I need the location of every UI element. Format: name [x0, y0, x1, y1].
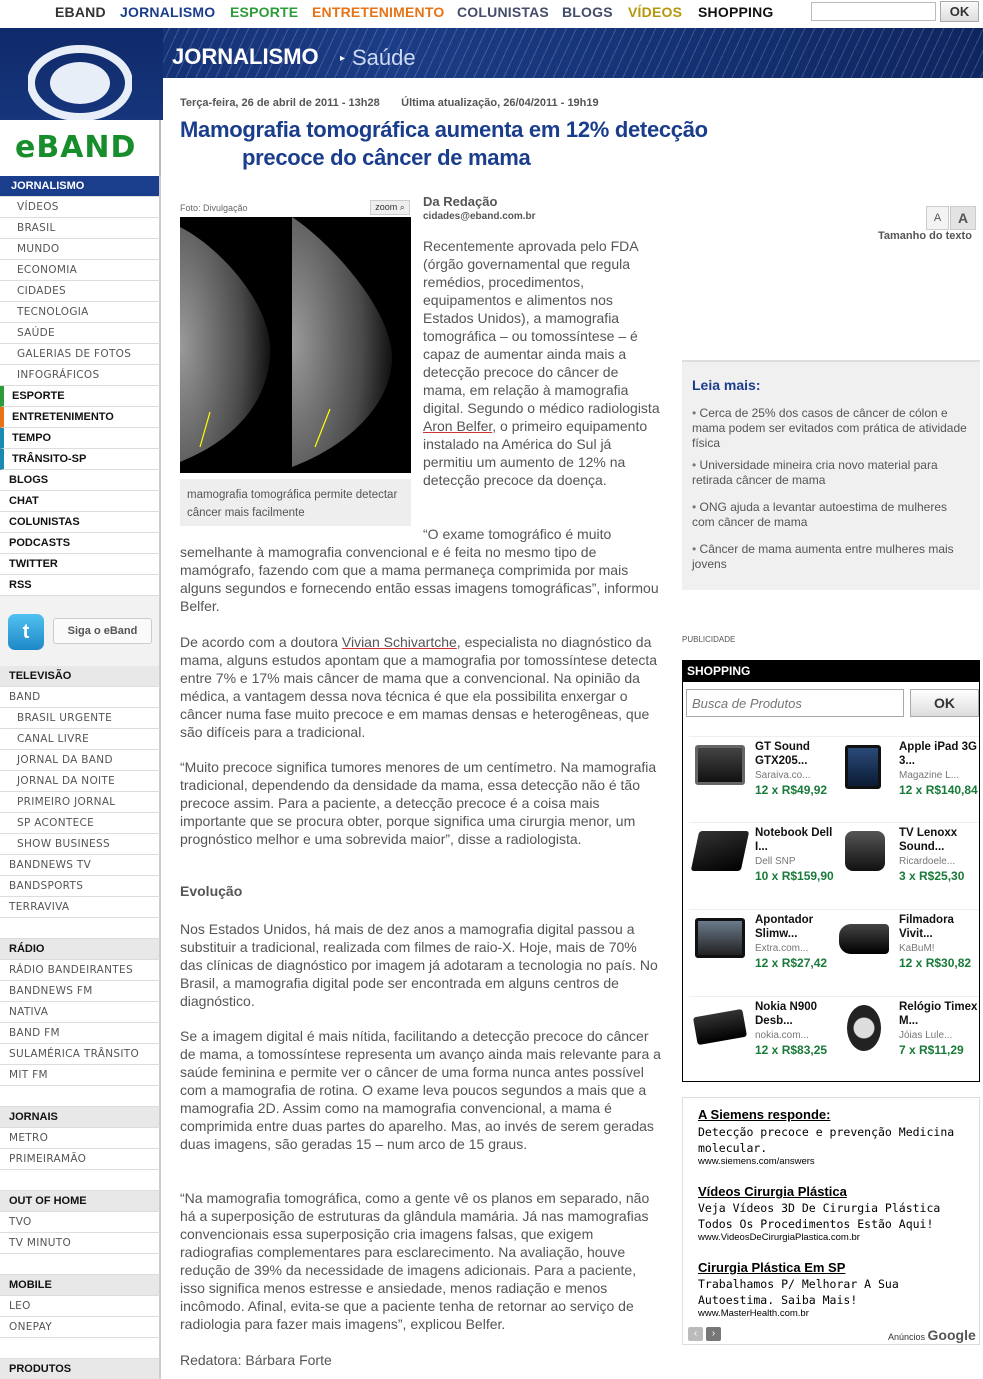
- product-price: 12 x R$27,42: [755, 956, 828, 970]
- sidebar-item-podcasts[interactable]: PODCASTS: [0, 533, 161, 554]
- gps-device-icon: [695, 745, 745, 785]
- ad-title[interactable]: A Siemens responde:: [698, 1107, 831, 1122]
- article-paragraph: Se a imagem digital é mais nítida, facilitando a detecção precoce do câncer de mama, a tomossíntese representa um avanço ainda mais relevante para a saúde feminina e permite ver o câncer de uma forma nunca antes possível com a mamografia de rotina. O exame leva poucos segundos a mais que a mamografia 2D. Assim como na mamografia convencional, a mama é comprimida entre duas partes do aparelho. Mas, ao invés de serem geradas duas imagens, são geradas 15 – num arco de 15 graus.: [180, 1028, 661, 1152]
- product-card[interactable]: [833, 996, 979, 1082]
- article-paragraph: “Muito precoce significa tumores menores de um centímetro. Na mamografia tradicional, dependendo da densidade da mama, essa detecção não é tão precoce assim. Para a paciente, a detecção precoce é a coisa mais importante que se procura obter, porque significa uma cirurgia menor, um prognóstico melhor e uma sobrevida maior”, disse a radiologista.: [180, 759, 657, 847]
- shopping-header: SHOPPING: [682, 660, 980, 682]
- phone-icon: [693, 1009, 747, 1045]
- gps-navigator-icon: [695, 918, 745, 958]
- topnav-esporte[interactable]: ESPORTE: [230, 4, 299, 20]
- sidebar-tv-section: [0, 666, 161, 1379]
- ad-title[interactable]: Vídeos Cirurgia Plástica: [698, 1184, 847, 1199]
- sidebar-spacer: [0, 1086, 161, 1107]
- article-paragraph: “O exame tomográfico é muito semelhante à mamografia convencional e é feita no mesmo tipo de mamógrafo, fazendo com que a mama permaneça comprimida por mais alguns segundos e fornecendo então essas imagens tomográficas”, informou Belfer.: [180, 526, 659, 614]
- sidebar-heading-televisao[interactable]: TELEVISÃO: [0, 666, 161, 687]
- follow-eband-button[interactable]: Siga o eBand: [53, 618, 152, 644]
- advertising-label: PUBLICIDADE: [682, 635, 736, 644]
- photo-caption: mamografia tomográfica permite detectar câncer mais facilmente: [187, 489, 398, 519]
- sidebar-item-show-business[interactable]: SHOW BUSINESS: [0, 834, 161, 855]
- sidebar-item-jornal-da-noite[interactable]: JORNAL DA NOITE: [0, 771, 161, 792]
- photo-credit: Foto: Divulgação: [180, 203, 248, 213]
- ad-title[interactable]: Cirurgia Plástica Em SP: [698, 1260, 846, 1275]
- sidebar-item-galerias[interactable]: GALERIAS DE FOTOS: [0, 344, 161, 365]
- sidebar-heading-mobile[interactable]: MOBILE: [0, 1275, 161, 1296]
- left-sidebar: [0, 176, 161, 596]
- mammography-photo[interactable]: [180, 217, 411, 473]
- tv-icon: [845, 831, 885, 871]
- ad-url[interactable]: www.VideosDeCirurgiaPlastica.com.br: [698, 1232, 860, 1243]
- sidebar-item-videos[interactable]: VÍDEOS: [0, 197, 161, 218]
- sidebar-item-tvo[interactable]: TVO: [0, 1212, 161, 1233]
- product-card[interactable]: [689, 996, 835, 1082]
- product-card[interactable]: [833, 822, 979, 908]
- zoom-label: zoom: [375, 202, 398, 212]
- product-name: Nokia N900 Desb...: [755, 1001, 818, 1027]
- article-paragraph: [180, 633, 663, 741]
- article-title-line1: Mamografia tomográfica aumenta em 12% detecção: [180, 117, 708, 142]
- sidebar-item-bandnews-tv[interactable]: BANDNEWS TV: [0, 855, 161, 876]
- sidebar-item-twitter[interactable]: TWITTER: [0, 554, 161, 575]
- read-more-link[interactable]: • Cerca de 25% dos casos de câncer de cólon e mama podem ser evitados com prática de atividade física: [692, 406, 972, 451]
- sidebar-item-tv-minuto[interactable]: TV MINUTO: [0, 1233, 161, 1254]
- product-price: 12 x R$140,84: [899, 783, 978, 797]
- read-more-link[interactable]: • ONG ajuda a levantar autoestima de mulheres com câncer de mama: [692, 500, 972, 530]
- product-name: Apontador Slimw...: [755, 914, 814, 940]
- sidebar-heading-jornais[interactable]: JORNAIS: [0, 1107, 161, 1128]
- article-title-line2: precoce do câncer de mama: [242, 145, 531, 170]
- paragraph-text: , o primeiro equipamento instalado na América do Sul já permitiu um aumento de 12% na detecção precoce da doença.: [423, 418, 648, 488]
- product-store: Jóias Lule...: [899, 1030, 953, 1041]
- section-subtitle[interactable]: Saúde: [352, 45, 416, 70]
- sidebar-item-band-fm[interactable]: BAND FM: [0, 1023, 161, 1044]
- notebook-icon: [691, 831, 750, 871]
- sidebar-item-band[interactable]: BAND: [0, 687, 161, 708]
- sidebar-item-leo[interactable]: LEO: [0, 1296, 161, 1317]
- article-date: Terça-feira, 26 de abril de 2011 - 13h28 Última atualização, 26/04/2011 - 19h19: [180, 97, 599, 109]
- font-size-label: Tamanho do texto: [878, 230, 972, 242]
- sidebar-item-saude[interactable]: SAÚDE: [0, 323, 161, 344]
- sidebar-item-jornalismo[interactable]: JORNALISMO: [0, 176, 161, 197]
- product-store: Saraiva.co...: [755, 770, 811, 781]
- google-logo: Google: [927, 1327, 976, 1343]
- sidebar-item-chat[interactable]: CHAT: [0, 491, 161, 512]
- article-paragraph: Nos Estados Unidos, há mais de dez anos a mamografia digital passou a substituir a tradicional, realizada com filmes de raio-X. Hoje, mais de 70% das clínicas de diagnóstico por imagem já adotaram a tecnologia no país. No Brasil, a mamografia digital pode ser encontrada em alguns centros de diagnóstico.: [180, 921, 658, 1009]
- product-store: Magazine L...: [899, 770, 960, 781]
- sidebar-item-metro[interactable]: METRO: [0, 1128, 161, 1149]
- read-more-link[interactable]: • Universidade mineira cria novo material para retirada câncer de mama: [692, 458, 972, 488]
- topnav-eband[interactable]: EBAND: [55, 4, 106, 20]
- article-paragraph: [423, 237, 663, 489]
- product-card[interactable]: [689, 736, 835, 822]
- sidebar-item-terraviva[interactable]: TERRAVIVA: [0, 897, 161, 918]
- paragraph-text: De acordo com a doutora: [180, 634, 342, 650]
- read-more-link[interactable]: • Câncer de mama aumenta entre mulheres mais jovens: [692, 542, 972, 572]
- twitter-bird-icon[interactable]: t: [8, 614, 44, 650]
- topnav-blogs[interactable]: BLOGS: [562, 4, 613, 20]
- subheading-evolucao: Evolução: [180, 883, 243, 899]
- product-name: Filmadora Vivit...: [899, 914, 954, 940]
- sidebar-item-economia[interactable]: ECONOMIA: [0, 260, 161, 281]
- sidebar-item-sulamerica-transito[interactable]: SULAMÉRICA TRÂNSITO: [0, 1044, 161, 1065]
- sidebar-item-tempo[interactable]: TEMPO: [0, 428, 161, 449]
- top-search-input[interactable]: [811, 2, 936, 21]
- article-paragraph: “Na mamografia tomográfica, como a gente vê os planos em separado, não há a superposição de estruturas da glândula mamária. Já nas mamografias convencionais essa superposição cria imagens falsas, que exigem radiografias complementares para esclarecimento. Na avaliação, houve redução de 39% da necessidade de imagens adicionais. Para a paciente, isso significa menos estresse e ansiedade, menos radiação e menos incômodo. Afinal, evita-se que a paciente tenha de retornar ao serviço de radiologia para fazer mais imagens”, explicou Belfer.: [180, 1190, 650, 1332]
- product-name: Apple iPad 3G 3...: [899, 741, 977, 767]
- product-store: KaBuM!: [899, 943, 935, 954]
- article-author: Redatora: Bárbara Forte: [180, 1352, 332, 1368]
- sidebar-item-canal-livre[interactable]: CANAL LIVRE: [0, 729, 161, 750]
- sidebar-item-tecnologia[interactable]: TECNOLOGIA: [0, 302, 161, 323]
- section-title[interactable]: JORNALISMO: [172, 44, 319, 69]
- ads-by-google[interactable]: [888, 1327, 976, 1343]
- product-name: Relógio Timex M...: [899, 1001, 978, 1027]
- sidebar-item-transito[interactable]: TRÂNSITO-SP: [0, 449, 161, 470]
- sidebar-heading-radio[interactable]: RÁDIO: [0, 939, 161, 960]
- product-price: 7 x R$11,29: [899, 1043, 964, 1057]
- sidebar-item-primeiro-jornal[interactable]: PRIMEIRO JORNAL: [0, 792, 161, 813]
- sidebar-spacer: [0, 1254, 161, 1275]
- sidebar-item-entretenimento[interactable]: ENTRETENIMENTO: [0, 407, 161, 428]
- topnav-entretenimento[interactable]: ENTRETENIMENTO: [312, 4, 445, 20]
- product-store: nokia.com...: [755, 1030, 809, 1041]
- sidebar-item-radio-bandeirantes[interactable]: RÁDIO BANDEIRANTES: [0, 960, 161, 981]
- product-store: Extra.com...: [755, 943, 809, 954]
- link-vivian-schivartche[interactable]: Vivian Schivartche: [341, 634, 457, 650]
- sidebar-item-infograficos[interactable]: INFOGRÁFICOS: [0, 365, 161, 386]
- magnifier-icon: ⌕: [399, 202, 405, 212]
- sidebar-item-blogs[interactable]: BLOGS: [0, 470, 161, 491]
- topnav-videos[interactable]: VÍDEOS: [628, 4, 683, 20]
- product-price: 3 x R$25,30: [899, 869, 965, 883]
- sidebar-spacer: [0, 1170, 161, 1191]
- sidebar-item-brasil[interactable]: BRASIL: [0, 218, 161, 239]
- paragraph-text: , especialista no diagnóstico da mama, alguns estudos apontam que a mamografia por tomossíntese detecta entre 7% e 17% mais câncer de mama que a convencional. Na opinião da médica, a vantagem dessa nova técnica é que ela possibilita enxergar o câncer numa fase muito precoce e em mamas densas e heterogêneas, que são difíceis para a tradicional.: [180, 634, 658, 740]
- sidebar-item-mit-fm[interactable]: MIT FM: [0, 1065, 161, 1086]
- top-search-ok-button[interactable]: OK: [940, 1, 979, 22]
- breadcrumb-arrow-icon: ▸: [340, 53, 346, 64]
- ad-url[interactable]: www.MasterHealth.com.br: [698, 1308, 809, 1319]
- ads-by-label: Anúncios: [888, 1332, 926, 1342]
- ad-url[interactable]: www.siemens.com/answers: [698, 1156, 815, 1167]
- read-more-title: Leia mais:: [692, 377, 761, 393]
- article-byline: Da Redação: [423, 194, 498, 209]
- ad-body: Trabalhamos P/ Melhorar A Sua Autoestima. Saiba Mais!: [698, 1277, 899, 1307]
- sidebar-item-esporte[interactable]: ESPORTE: [0, 386, 161, 407]
- font-decrease-button[interactable]: A: [926, 206, 949, 230]
- ad-body: Detecção precoce e prevenção Medicina molecular.: [698, 1125, 955, 1155]
- author-email[interactable]: cidades@eband.com.br: [423, 211, 536, 222]
- product-name: GT Sound GTX205...: [755, 741, 810, 767]
- topnav-shopping[interactable]: SHOPPING: [698, 4, 774, 20]
- sidebar-item-primeiramao[interactable]: PRIMEIRAMÃO: [0, 1149, 161, 1170]
- sidebar-item-rss[interactable]: RSS: [0, 575, 161, 596]
- tablet-icon: [845, 745, 881, 789]
- sidebar-heading-produtos[interactable]: PRODUTOS: [0, 1359, 161, 1379]
- zoom-button[interactable]: [370, 200, 410, 215]
- watch-icon: [847, 1005, 881, 1051]
- product-card[interactable]: [689, 822, 835, 908]
- product-card[interactable]: [689, 909, 835, 995]
- sidebar-item-nativa[interactable]: NATIVA: [0, 1002, 161, 1023]
- sidebar-spacer: [0, 1338, 161, 1359]
- sidebar-item-cidades[interactable]: CIDADES: [0, 281, 161, 302]
- topnav-colunistas[interactable]: COLUNISTAS: [457, 4, 549, 20]
- product-card[interactable]: [833, 909, 979, 995]
- paragraph-text: Recentemente aprovada pelo FDA (órgão governamental que regula remédios, procedimentos, equipamentos e alimentos nos Estados Unidos), a mamografia tomográfica – ou tomossíntese – é capaz de aumentar ainda mais a detecção precoce do câncer de mama, em relação à mamografia digital. Segundo o médico radiologista: [423, 238, 660, 416]
- sidebar-item-onepay[interactable]: ONEPAY: [0, 1317, 161, 1338]
- link-aron-belfer[interactable]: Aron Belfer: [423, 418, 493, 434]
- product-price: 12 x R$83,25: [755, 1043, 828, 1057]
- sidebar-item-brasil-urgente[interactable]: BRASIL URGENTE: [0, 708, 161, 729]
- product-price: 12 x R$30,82: [899, 956, 972, 970]
- article-title: [180, 116, 740, 172]
- sidebar-item-mundo[interactable]: MUNDO: [0, 239, 161, 260]
- eband-logo[interactable]: eBAND: [15, 130, 137, 165]
- product-search-input[interactable]: [686, 689, 904, 717]
- ads-prev-arrow-icon[interactable]: ‹: [688, 1327, 703, 1341]
- product-name: Notebook Dell I...: [755, 827, 833, 853]
- product-card[interactable]: [833, 736, 979, 822]
- camcorder-icon: [839, 924, 889, 954]
- sidebar-item-jornal-da-band[interactable]: JORNAL DA BAND: [0, 750, 161, 771]
- ad-body: Veja Vídeos 3D De Cirurgia Plástica Todos Os Procedimentos Estão Aqui!: [698, 1201, 941, 1231]
- product-search-ok-button[interactable]: OK: [910, 689, 979, 717]
- band-eye-logo-icon[interactable]: [28, 44, 132, 122]
- product-price: 12 x R$49,92: [755, 783, 828, 797]
- product-price: 10 x R$159,90: [755, 869, 834, 883]
- topnav-jornalismo[interactable]: JORNALISMO: [120, 4, 216, 20]
- sidebar-spacer: [0, 918, 161, 939]
- product-store: Dell SNP: [755, 856, 796, 867]
- font-increase-button[interactable]: A: [950, 206, 976, 230]
- sidebar-heading-out-of-home[interactable]: OUT OF HOME: [0, 1191, 161, 1212]
- sidebar-item-bandsports[interactable]: BANDSPORTS: [0, 876, 161, 897]
- product-store: Ricardoele...: [899, 856, 956, 867]
- sidebar-item-colunistas[interactable]: COLUNISTAS: [0, 512, 161, 533]
- product-name: TV Lenoxx Sound...: [899, 827, 958, 853]
- ads-next-arrow-icon[interactable]: ›: [706, 1327, 721, 1341]
- sidebar-item-bandnews-fm[interactable]: BANDNEWS FM: [0, 981, 161, 1002]
- sidebar-item-sp-acontece[interactable]: SP ACONTECE: [0, 813, 161, 834]
